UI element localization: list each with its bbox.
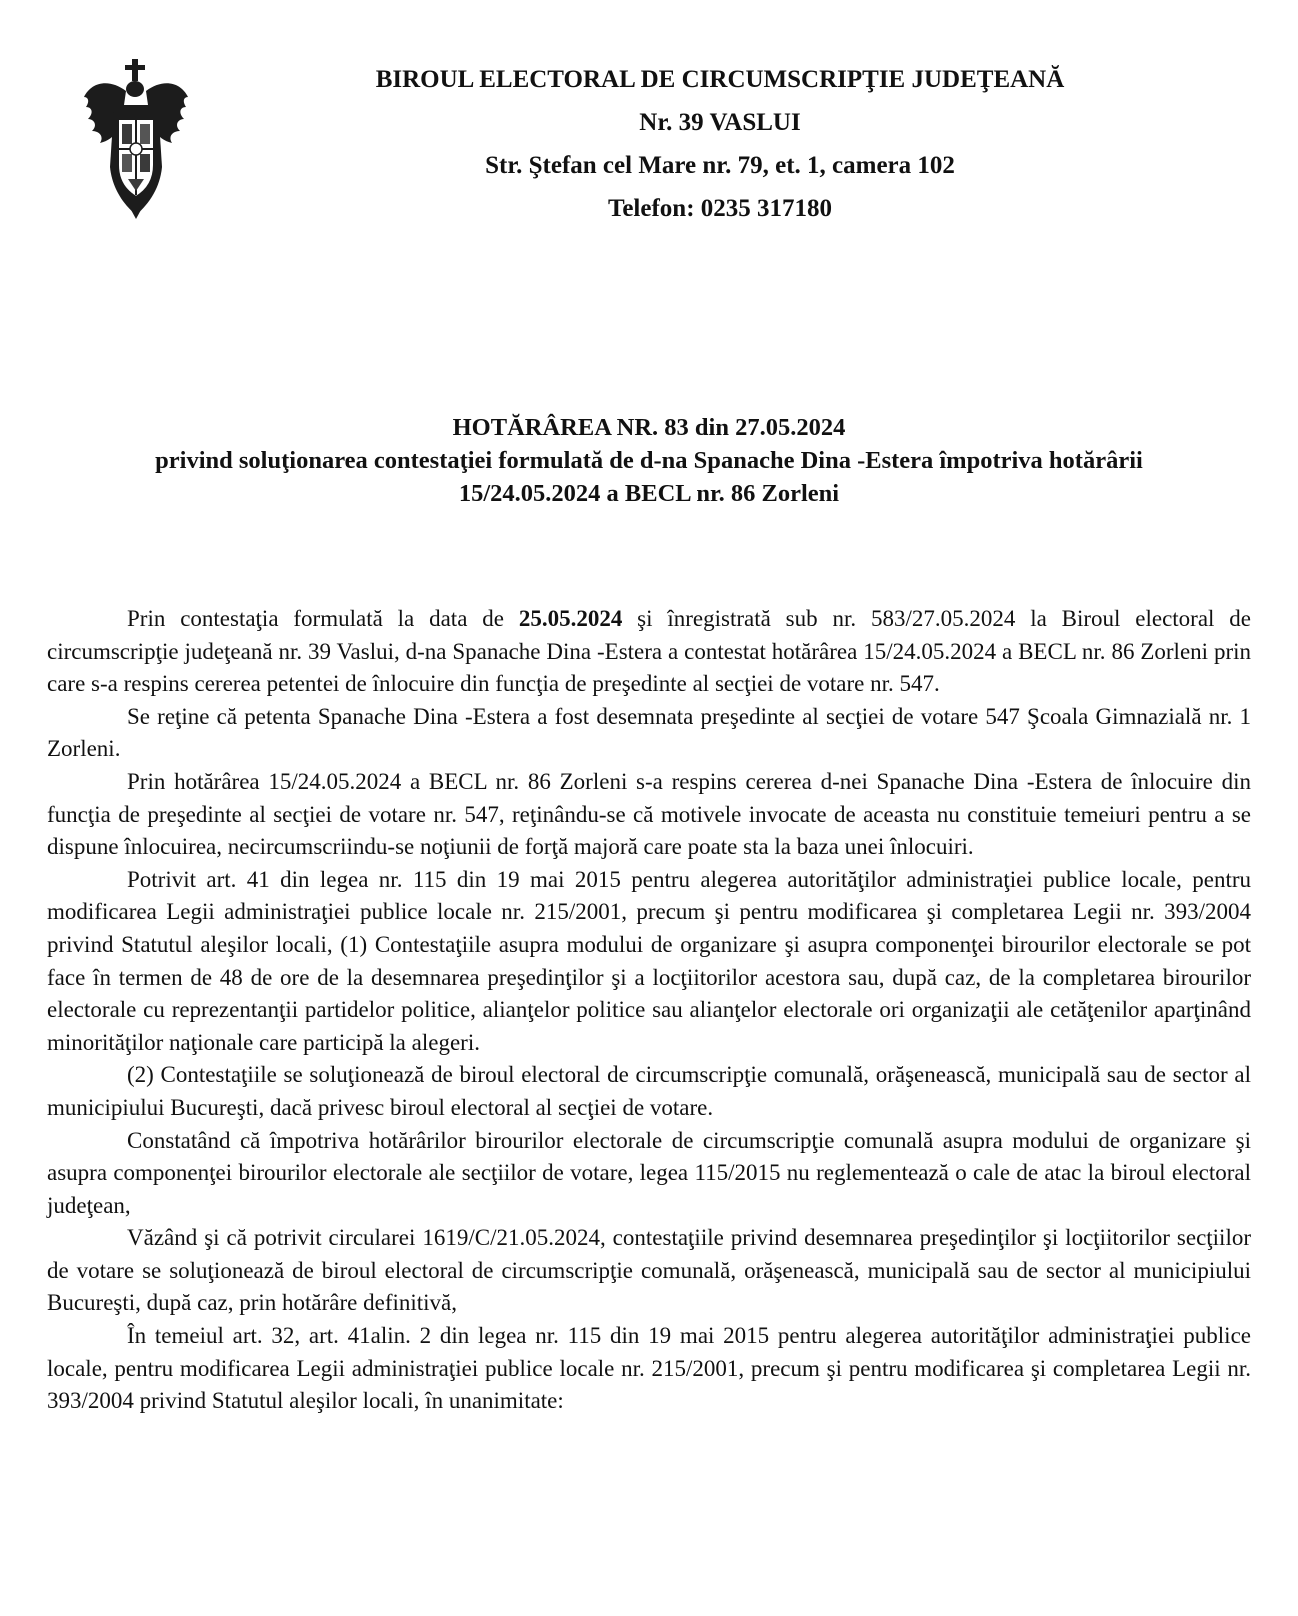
paragraph-1-text-a: Prin contestaţia formulată la data de — [127, 606, 519, 631]
contest-date: 25.05.2024 — [518, 606, 623, 631]
romanian-coat-of-arms-icon — [80, 57, 192, 221]
decision-body — [47, 603, 1251, 1418]
paragraph-1-text-b: şi înregistrată sub nr. 583/27.05.2024 la Biroul electoral de circumscripţie judeţeană nr. 39 Vaslui, d-na Spanache Dina -Estera a contestat hotărârea 15/24.05.2024 a BECL nr. 86 Zorleni prin care s-a respins cererea petentei de înlocuire din funcţia de preşedinte al secţiei de votare nr. 547. — [47, 606, 1251, 697]
paragraph-4: Potrivit art. 41 din legea nr. 115 din 19 mai 2015 pentru alegerea autorităţilor administraţiei publice locale, pentru modificarea Legii administraţiei publice locale nr. 215/2001, precum şi pentru modificarea şi completarea Legii nr. 393/2004 privind Statutul aleşilor locali, (1) Contestaţiile asupra modului de organizare şi asupra componenţei birourilor electorale se pot face în termen de 48 de ore de la desemnarea preşedinţilor şi a locţiitorilor acestora sau, după caz, de la completarea birourilor electorale cu reprezentanţii partidelor politice, alianţelor politice sau alianţelor electorale ori organizaţii ale cetăţenilor aparţinând minorităţilor naţionale care participă la alegeri. — [47, 866, 1251, 1055]
decision-subtitle-line1: privind soluţionarea contestaţiei formulată de d-na Spanache Dina -Estera împotriva hotărârii — [155, 447, 1143, 474]
institution-header — [200, 58, 1240, 230]
paragraph-5: (2) Contestaţiile se soluţionează de biroul electoral de circumscripţie comunală, orăşenească, municipală sau de sector al municipiului Bucureşti, dacă privesc biroul electoral al secţiei de votare. — [47, 1062, 1251, 1120]
institution-phone: Telefon: 0235 317180 — [607, 195, 833, 222]
institution-address: Str. Ştefan cel Mare nr. 79, et. 1, camera 102 — [485, 152, 955, 179]
paragraph-6: Constatând că împotriva hotărârilor birourilor electorale de circumscripţie comunală asupra modului de organizare şi asupra componenţei birourilor electorale ale secţiilor de votare, legea 115/2015 nu reglementează o cale de atac la biroul electoral judeţean, — [47, 1127, 1251, 1218]
paragraph-8: În temeiul art. 32, art. 41alin. 2 din legea nr. 115 din 19 mai 2015 pentru alegerea autorităţilor administraţiei publice locale, pentru modificarea Legii administraţiei publice locale nr. 215/2001, precum şi pentru modificarea şi completarea Legii nr. 393/2004 privind Statutul aleşilor locali, în unanimitate: — [47, 1323, 1251, 1414]
paragraph-7: Văzând şi că potrivit circularei 1619/C/21.05.2024, contestaţiile privind desemnarea preşedinţilor şi locţiitorilor secţiilor de votare se soluţionează de biroul electoral de circumscripţie comunală, orăşenească, municipală sau de sector al municipiului Bucureşti, după caz, prin hotărâre definitivă, — [47, 1225, 1251, 1316]
decision-subtitle-line2: 15/24.05.2024 a BECL nr. 86 Zorleni — [458, 480, 840, 507]
institution-number: Nr. 39 VASLUI — [639, 109, 801, 136]
decision-title-block — [40, 411, 1258, 510]
paragraph-2: Se reţine că petenta Spanache Dina -Estera a fost desemnata preşedinte al secţiei de votare 547 Şcoala Gimnazială nr. 1 Zorleni. — [47, 703, 1251, 762]
paragraph-3: Prin hotărârea 15/24.05.2024 a BECL nr. 86 Zorleni s-a respins cererea d-nei Spanache Dina -Estera de înlocuire din funcţia de preşedinte al secţiei de votare nr. 547, reţinându-se că motivele invocate de aceasta nu constituie temeiuri pentru a se dispune înlocuirea, necircumscriindu-se noţiunii de forţă majoră care poate sta la baza unei înlocuiri. — [47, 768, 1251, 860]
institution-name: BIROUL ELECTORAL DE CIRCUMSCRIPŢIE JUDEŢEANĂ — [375, 66, 1065, 93]
decision-title: HOTĂRÂREA NR. 83 din 27.05.2024 — [452, 414, 846, 441]
paragraph-1 — [47, 603, 1251, 701]
